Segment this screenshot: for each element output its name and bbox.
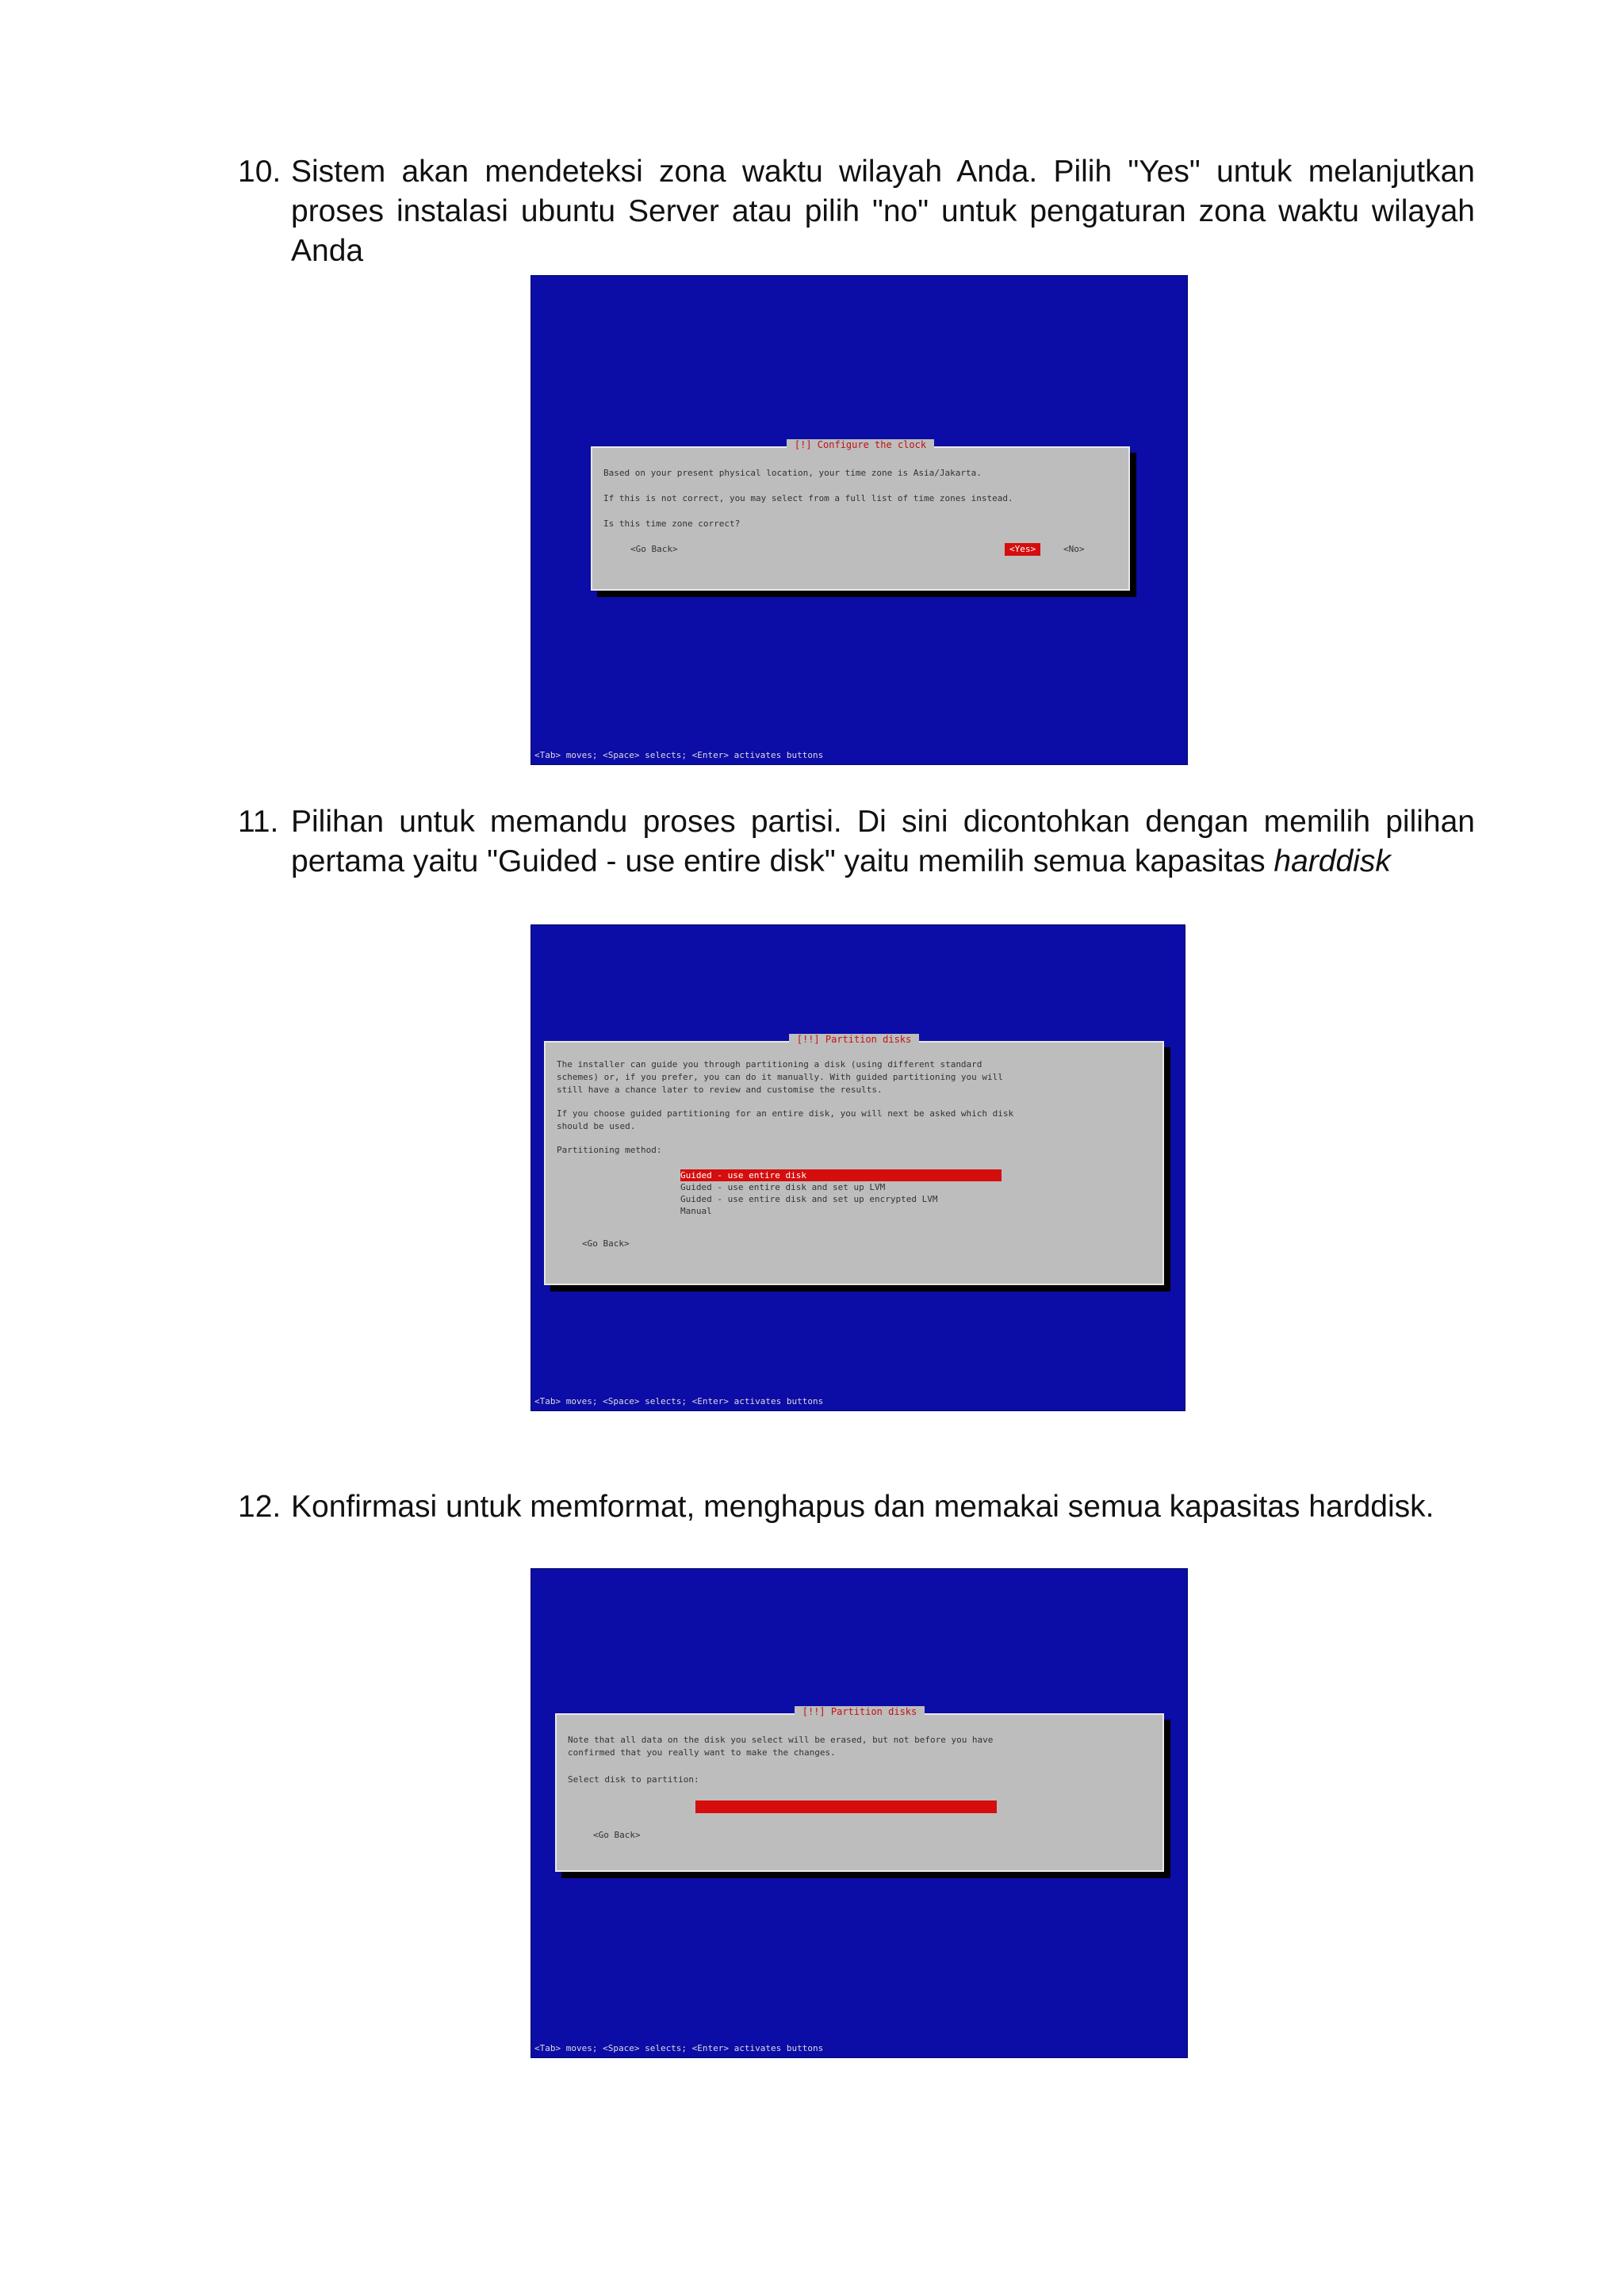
- step-number: 11.: [238, 805, 279, 839]
- disk-option[interactable]: [695, 1800, 997, 1813]
- step-text-italic: harddisk: [1274, 844, 1391, 878]
- keyboard-hint: <Tab> moves; <Space> selects; <Enter> activates buttons: [534, 750, 824, 760]
- screenshot-select-disk: [530, 1568, 1188, 2058]
- partition-option[interactable]: Guided - use entire disk and set up LVM: [680, 1182, 886, 1192]
- dialog-line: Is this time zone correct?: [603, 519, 741, 529]
- step-text: Sistem akan mendeteksi zona waktu wilayah Anda. Pilih "Yes" untuk melanjutkan proses instalasi ubuntu Server atau pilih "no" untuk pengaturan zona waktu wilayah Anda: [291, 155, 1475, 268]
- screenshot-configure-clock: [530, 275, 1188, 765]
- dialog-line: should be used.: [557, 1121, 636, 1131]
- screenshot-partition-method: [530, 924, 1185, 1411]
- dialog-partition-disks: [544, 1034, 1164, 1285]
- dialog-line: Partitioning method:: [557, 1145, 662, 1155]
- partition-option[interactable]: Guided - use entire disk and set up encrypted LVM: [680, 1194, 938, 1204]
- step-number: 12.: [238, 1490, 282, 1524]
- dialog-title: [!] Configure the clock: [787, 439, 934, 450]
- step-number: 10.: [238, 155, 282, 189]
- dialog-line: Select disk to partition:: [568, 1774, 699, 1785]
- go-back-button[interactable]: <Go Back>: [630, 544, 678, 554]
- dialog-line: schemes) or, if you prefer, you can do it manually. With guided partitioning you will: [557, 1072, 1003, 1082]
- no-button[interactable]: <No>: [1063, 544, 1085, 554]
- step-text: Konfirmasi untuk memformat, menghapus dan memakai semua kapasitas harddisk.: [291, 1490, 1434, 1524]
- dialog-line: still have a chance later to review and customise the results.: [557, 1085, 883, 1095]
- dialog-line: If this is not correct, you may select from a full list of time zones instead.: [603, 493, 1013, 503]
- step-12: [238, 1487, 1475, 1527]
- dialog-line: If you choose guided partitioning for an entire disk, you will next be asked which disk: [557, 1108, 1014, 1119]
- dialog-configure-clock: [591, 439, 1130, 591]
- step-10: [238, 152, 1475, 271]
- yes-button[interactable]: <Yes>: [1005, 543, 1040, 556]
- dialog-line: The installer can guide you through partitioning a disk (using different standard: [557, 1059, 982, 1070]
- partition-option[interactable]: Guided - use entire disk: [680, 1169, 1002, 1181]
- keyboard-hint: <Tab> moves; <Space> selects; <Enter> activates buttons: [534, 2043, 824, 2053]
- dialog-title: [!!] Partition disks: [789, 1034, 920, 1045]
- partition-option[interactable]: Manual: [680, 1206, 712, 1216]
- step-11: [238, 802, 1475, 882]
- keyboard-hint: <Tab> moves; <Space> selects; <Enter> activates buttons: [534, 1396, 824, 1406]
- dialog-title: [!!] Partition disks: [795, 1706, 925, 1717]
- dialog-line: Based on your present physical location, your time zone is Asia/Jakarta.: [603, 468, 982, 478]
- go-back-button[interactable]: <Go Back>: [593, 1830, 641, 1840]
- dialog-line: confirmed that you really want to make the changes.: [568, 1747, 836, 1758]
- dialog-line: Note that all data on the disk you select will be erased, but not before you have: [568, 1735, 994, 1745]
- step-text: Pilihan untuk memandu proses partisi. Di sini dicontohkan dengan memilih pilihan pertama yaitu "Guided - use entire disk" yaitu memilih semua kapasitas harddisk: [291, 805, 1475, 878]
- dialog-partition-disks: [555, 1706, 1164, 1872]
- go-back-button[interactable]: <Go Back>: [582, 1238, 630, 1249]
